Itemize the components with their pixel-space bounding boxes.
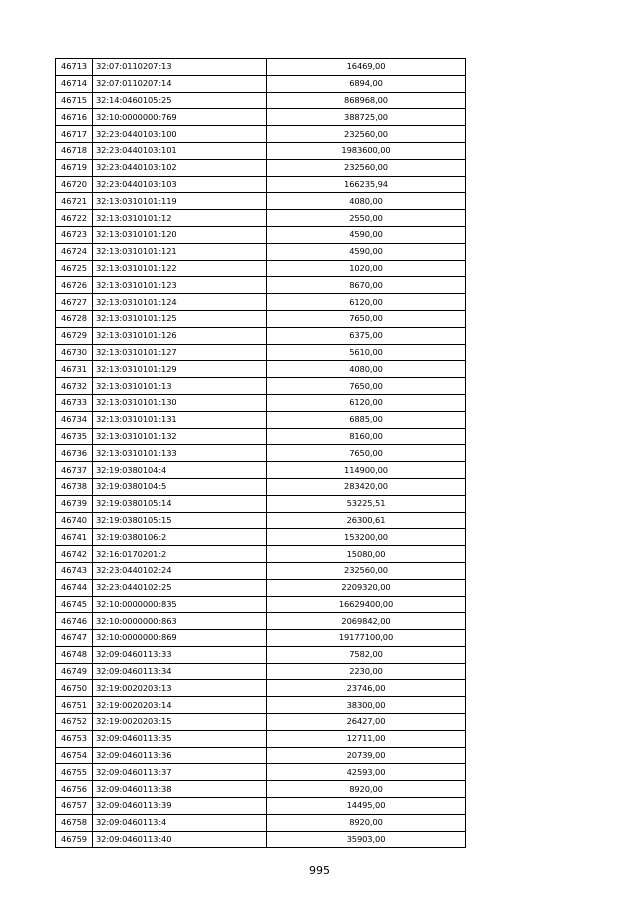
table-row [56, 462, 466, 479]
cadastral-number-cell: 32:09:0460113:36 [93, 747, 267, 764]
table-row [56, 781, 466, 798]
row-number-cell: 46714 [56, 75, 93, 92]
value-cell: 166235,94 [267, 176, 466, 193]
table-row [56, 75, 466, 92]
value-cell: 6894,00 [267, 75, 466, 92]
value-cell: 12711,00 [267, 730, 466, 747]
value-cell: 153200,00 [267, 529, 466, 546]
cadastral-number-cell: 32:13:0310101:126 [93, 327, 267, 344]
table-row [56, 260, 466, 277]
table-row [56, 142, 466, 159]
value-cell: 232560,00 [267, 126, 466, 143]
cadastral-number-cell: 32:10:0000000:863 [93, 613, 267, 630]
value-cell: 7650,00 [267, 445, 466, 462]
value-cell: 53225,51 [267, 495, 466, 512]
data-table [55, 58, 466, 848]
value-cell: 6120,00 [267, 394, 466, 411]
table-row [56, 109, 466, 126]
row-number-cell: 46715 [56, 92, 93, 109]
value-cell: 16629400,00 [267, 596, 466, 613]
value-cell: 868968,00 [267, 92, 466, 109]
cadastral-number-cell: 32:19:0380105:14 [93, 495, 267, 512]
table-row [56, 445, 466, 462]
row-number-cell: 46722 [56, 210, 93, 227]
cadastral-number-cell: 32:23:0440103:101 [93, 142, 267, 159]
table-row [56, 210, 466, 227]
value-cell: 8670,00 [267, 277, 466, 294]
table-row [56, 226, 466, 243]
cadastral-number-cell: 32:10:0000000:835 [93, 596, 267, 613]
cadastral-number-cell: 32:09:0460113:34 [93, 663, 267, 680]
value-cell: 8920,00 [267, 781, 466, 798]
value-cell: 42593,00 [267, 764, 466, 781]
table-row [56, 697, 466, 714]
cadastral-number-cell: 32:13:0310101:127 [93, 344, 267, 361]
value-cell: 20739,00 [267, 747, 466, 764]
cadastral-number-cell: 32:09:0460113:4 [93, 814, 267, 831]
table-row [56, 764, 466, 781]
table-body [56, 59, 466, 848]
value-cell: 4590,00 [267, 243, 466, 260]
row-number-cell: 46719 [56, 159, 93, 176]
value-cell: 2550,00 [267, 210, 466, 227]
table-row [56, 327, 466, 344]
value-cell: 4080,00 [267, 193, 466, 210]
value-cell: 5610,00 [267, 344, 466, 361]
cadastral-number-cell: 32:09:0460113:37 [93, 764, 267, 781]
row-number-cell: 46759 [56, 831, 93, 848]
cadastral-number-cell: 32:23:0440103:102 [93, 159, 267, 176]
cadastral-number-cell: 32:10:0000000:769 [93, 109, 267, 126]
value-cell: 6375,00 [267, 327, 466, 344]
value-cell: 232560,00 [267, 159, 466, 176]
row-number-cell: 46738 [56, 478, 93, 495]
table-row [56, 428, 466, 445]
cadastral-number-cell: 32:13:0310101:13 [93, 378, 267, 395]
row-number-cell: 46720 [56, 176, 93, 193]
row-number-cell: 46743 [56, 562, 93, 579]
cadastral-number-cell: 32:23:0440103:103 [93, 176, 267, 193]
cadastral-number-cell: 32:09:0460113:38 [93, 781, 267, 798]
cadastral-number-cell: 32:19:0020203:13 [93, 680, 267, 697]
row-number-cell: 46740 [56, 512, 93, 529]
value-cell: 7650,00 [267, 310, 466, 327]
cadastral-number-cell: 32:19:0380104:4 [93, 462, 267, 479]
table-row [56, 277, 466, 294]
value-cell: 388725,00 [267, 109, 466, 126]
cadastral-number-cell: 32:07:0110207:14 [93, 75, 267, 92]
value-cell: 19177100,00 [267, 630, 466, 647]
table-row [56, 814, 466, 831]
row-number-cell: 46734 [56, 411, 93, 428]
row-number-cell: 46723 [56, 226, 93, 243]
cadastral-number-cell: 32:23:0440102:25 [93, 579, 267, 596]
value-cell: 16469,00 [267, 59, 466, 76]
table-row [56, 546, 466, 563]
cadastral-number-cell: 32:10:0000000:869 [93, 630, 267, 647]
table-row [56, 798, 466, 815]
value-cell: 8160,00 [267, 428, 466, 445]
row-number-cell: 46731 [56, 361, 93, 378]
value-cell: 7582,00 [267, 646, 466, 663]
cadastral-number-cell: 32:09:0460113:40 [93, 831, 267, 848]
table-row [56, 747, 466, 764]
value-cell: 2230,00 [267, 663, 466, 680]
value-cell: 232560,00 [267, 562, 466, 579]
table-row [56, 512, 466, 529]
cadastral-number-cell: 32:13:0310101:132 [93, 428, 267, 445]
table-row [56, 294, 466, 311]
cadastral-number-cell: 32:13:0310101:130 [93, 394, 267, 411]
value-cell: 14495,00 [267, 798, 466, 815]
table-row [56, 394, 466, 411]
value-cell: 1983600,00 [267, 142, 466, 159]
table-row [56, 613, 466, 630]
value-cell: 2209320,00 [267, 579, 466, 596]
value-cell: 2069842,00 [267, 613, 466, 630]
row-number-cell: 46747 [56, 630, 93, 647]
cadastral-number-cell: 32:14:0460105:25 [93, 92, 267, 109]
row-number-cell: 46724 [56, 243, 93, 260]
table-row [56, 562, 466, 579]
row-number-cell: 46744 [56, 579, 93, 596]
table-row [56, 529, 466, 546]
cadastral-number-cell: 32:23:0440102:24 [93, 562, 267, 579]
row-number-cell: 46758 [56, 814, 93, 831]
value-cell: 38300,00 [267, 697, 466, 714]
row-number-cell: 46753 [56, 730, 93, 747]
table-row [56, 344, 466, 361]
table-row [56, 680, 466, 697]
row-number-cell: 46727 [56, 294, 93, 311]
table-row [56, 193, 466, 210]
row-number-cell: 46717 [56, 126, 93, 143]
row-number-cell: 46746 [56, 613, 93, 630]
cadastral-number-cell: 32:13:0310101:124 [93, 294, 267, 311]
table-row [56, 596, 466, 613]
cadastral-number-cell: 32:23:0440103:100 [93, 126, 267, 143]
table-row [56, 176, 466, 193]
row-number-cell: 46750 [56, 680, 93, 697]
row-number-cell: 46733 [56, 394, 93, 411]
row-number-cell: 46751 [56, 697, 93, 714]
table-row [56, 126, 466, 143]
row-number-cell: 46726 [56, 277, 93, 294]
cadastral-number-cell: 32:19:0380104:5 [93, 478, 267, 495]
table-row [56, 831, 466, 848]
cadastral-number-cell: 32:13:0310101:121 [93, 243, 267, 260]
row-number-cell: 46736 [56, 445, 93, 462]
table-row [56, 243, 466, 260]
row-number-cell: 46755 [56, 764, 93, 781]
table-row [56, 630, 466, 647]
value-cell: 283420,00 [267, 478, 466, 495]
row-number-cell: 46754 [56, 747, 93, 764]
cadastral-number-cell: 32:09:0460113:39 [93, 798, 267, 815]
row-number-cell: 46742 [56, 546, 93, 563]
row-number-cell: 46737 [56, 462, 93, 479]
cadastral-number-cell: 32:13:0310101:120 [93, 226, 267, 243]
cadastral-number-cell: 32:13:0310101:125 [93, 310, 267, 327]
row-number-cell: 46713 [56, 59, 93, 76]
value-cell: 26427,00 [267, 714, 466, 731]
value-cell: 1020,00 [267, 260, 466, 277]
table-row [56, 646, 466, 663]
value-cell: 8920,00 [267, 814, 466, 831]
value-cell: 26300,61 [267, 512, 466, 529]
row-number-cell: 46741 [56, 529, 93, 546]
row-number-cell: 46745 [56, 596, 93, 613]
value-cell: 35903,00 [267, 831, 466, 848]
cadastral-number-cell: 32:13:0310101:129 [93, 361, 267, 378]
row-number-cell: 46756 [56, 781, 93, 798]
table-row [56, 478, 466, 495]
cadastral-number-cell: 32:09:0460113:33 [93, 646, 267, 663]
cadastral-number-cell: 32:09:0460113:35 [93, 730, 267, 747]
page-number: 995 [309, 864, 330, 877]
row-number-cell: 46757 [56, 798, 93, 815]
row-number-cell: 46716 [56, 109, 93, 126]
cadastral-number-cell: 32:19:0020203:14 [93, 697, 267, 714]
table-row [56, 361, 466, 378]
row-number-cell: 46739 [56, 495, 93, 512]
cadastral-number-cell: 32:13:0310101:12 [93, 210, 267, 227]
row-number-cell: 46730 [56, 344, 93, 361]
value-cell: 4080,00 [267, 361, 466, 378]
cadastral-number-cell: 32:13:0310101:123 [93, 277, 267, 294]
row-number-cell: 46752 [56, 714, 93, 731]
table-row [56, 714, 466, 731]
value-cell: 7650,00 [267, 378, 466, 395]
table-row [56, 579, 466, 596]
cadastral-number-cell: 32:13:0310101:131 [93, 411, 267, 428]
row-number-cell: 46749 [56, 663, 93, 680]
table-row [56, 92, 466, 109]
cadastral-number-cell: 32:13:0310101:133 [93, 445, 267, 462]
row-number-cell: 46725 [56, 260, 93, 277]
cadastral-number-cell: 32:19:0380106:2 [93, 529, 267, 546]
table-row [56, 730, 466, 747]
row-number-cell: 46732 [56, 378, 93, 395]
cadastral-number-cell: 32:13:0310101:119 [93, 193, 267, 210]
table-row [56, 495, 466, 512]
table-row [56, 378, 466, 395]
row-number-cell: 46735 [56, 428, 93, 445]
table-row [56, 59, 466, 76]
cadastral-number-cell: 32:07:0110207:13 [93, 59, 267, 76]
table-row [56, 663, 466, 680]
table-row [56, 159, 466, 176]
cadastral-number-cell: 32:19:0380105:15 [93, 512, 267, 529]
cadastral-number-cell: 32:13:0310101:122 [93, 260, 267, 277]
value-cell: 4590,00 [267, 226, 466, 243]
value-cell: 23746,00 [267, 680, 466, 697]
cadastral-number-cell: 32:16:0170201:2 [93, 546, 267, 563]
row-number-cell: 46728 [56, 310, 93, 327]
row-number-cell: 46721 [56, 193, 93, 210]
value-cell: 6885,00 [267, 411, 466, 428]
row-number-cell: 46748 [56, 646, 93, 663]
value-cell: 6120,00 [267, 294, 466, 311]
value-cell: 114900,00 [267, 462, 466, 479]
row-number-cell: 46718 [56, 142, 93, 159]
row-number-cell: 46729 [56, 327, 93, 344]
table-row [56, 310, 466, 327]
cadastral-number-cell: 32:19:0020203:15 [93, 714, 267, 731]
value-cell: 15080,00 [267, 546, 466, 563]
table-row [56, 411, 466, 428]
